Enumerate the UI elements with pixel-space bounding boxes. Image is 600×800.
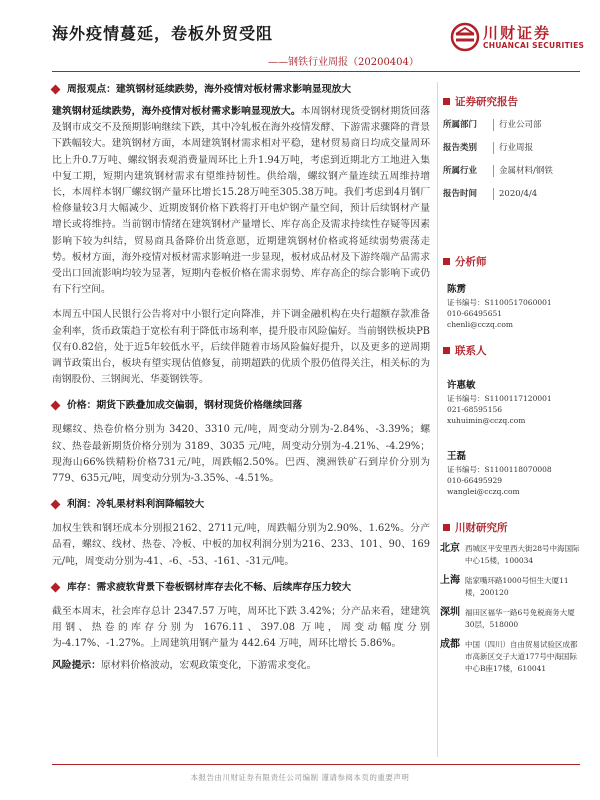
sidebar-report-title: 证券研究报告	[437, 94, 580, 109]
diamond-bullet-icon	[51, 85, 61, 95]
risk-warning: 风险提示：原材料价格波动，宏观政策变化，下游需求变化。	[52, 660, 317, 672]
sidebar	[437, 80, 580, 675]
office-list	[437, 543, 580, 675]
footer-divider	[52, 764, 580, 765]
square-bullet-icon	[443, 524, 450, 531]
diamond-bullet-icon	[51, 401, 61, 411]
office-shanghai: 上海 陆家嘴环路1000号恒生大厦11楼，200120	[440, 575, 569, 597]
contact-email[interactable]: wanglei@cczq.com	[447, 487, 520, 496]
info-row-department: 所属部门 行业公司部	[437, 119, 580, 131]
view-paragraph-2: 本周五中国人民银行公告将对中小银行定向降准，并下调金融机构在央行超额存款准备金利率，货币政策趋于宽松有利于降低市场利率，提升股市风险偏好。当前钢铁板块PB仅有0.82倍，处于近5年较低水平，后续伴随着市场风险偏好提升，以及更多的逆周期调节政策出台，板块有望实现估值修复，前期超跌的优质个股仍值得关注，相关标的为南钢股份、三钢闽光、华菱钢铁等。	[52, 309, 430, 386]
section-heading-price: 价格：期货下跌叠加成交偏弱，钢材现货价格继续回落	[52, 398, 430, 414]
inventory-paragraph: 截至本周末，社会库存总计 2347.57 万吨，周环比下跌 3.42%；分产品来看，建建筑用钢、热卷的库存分别为 1676.11、397.08 万吨，周变动幅度分别为-4.17%、-1.27%。上周建筑用钢产量为 442.64 万吨，周环比增长 5.86%。	[52, 605, 430, 650]
page-title: 海外疫情蔓延，卷板外贸受阻	[52, 24, 274, 43]
sidebar-analyst-title: 分析师	[437, 254, 580, 269]
report-info	[437, 119, 580, 200]
sidebar-contact-title: 联系人	[437, 343, 580, 358]
square-bullet-icon	[443, 347, 450, 354]
office-shenzhen: 深圳 福田区福华一路6号免税商务大厦30层，518000	[440, 607, 575, 629]
report-subtitle: ——钢铁行业周报（20200404）	[268, 57, 419, 68]
main-content	[52, 80, 430, 675]
analyst-block: 陈雳 证书编号：S1100517060001 010-66495651 chenli@cczq.com	[437, 281, 580, 330]
view-paragraph-1: 建筑钢材延续跌势，海外疫情对板材需求影响显现放大。本周钢材现货受钢材期货回落及钢市成交不及预期影响继续下跌，其中冷轧板在海外疫情发酵、下游需求骤降的背景下跌幅较大。建筑钢材方面，本周建筑钢材需求相对平稳，建材贸易商日均成交量周环比上升0.7万吨、螺纹钢表观消费量周环比上升1.94万吨，考虑到近期北方工地进入集中复工期，短期内建筑钢材需求有望维持韧性。供给端，螺纹钢产量连续五周维持增长，本周样本钢厂螺纹钢产量环比增长15.28万吨至305.38万吨。我们考虑到4月钢厂检修量较3月大幅减少、近期废钢价格下跌将打开电炉钢产量空间，预计后续钢材产量增长或将维持。当前钢市情绪在建筑钢材产量增长、库存高企及需求持续性存疑等因素影响下较为纠结，贸易商具备降价出货意愿，近期建筑钢材价格或将延续弱势震荡走势。板材方面，海外疫情对板材需求影响进一步显现，板材成品材及下游终端产品需求受出口回流影响均较为显著，短期内卷板价格在需求弱势、库存高企的综合影响下或仍有下行空间。	[52, 106, 431, 296]
profit-paragraph: 加权生铁和钢坯成本分别报2162、2711元/吨，周跌幅分别为2.90%、1.62%。分产品看，螺纹、线材、热卷、冷板、中板的加权利润分别为216、233、101、90、169元/吨，周变动分别为-41、-6、-53、-161、-31元/吨。	[52, 523, 430, 567]
section-heading-inventory: 库存：需求疲软背景下卷板钢材库存去化不畅、后续库存压力较大	[52, 580, 430, 596]
square-bullet-icon	[443, 258, 450, 265]
diamond-bullet-icon	[51, 500, 61, 510]
info-row-date: 报告时间 2020/4/4	[437, 188, 580, 200]
analyst-email[interactable]: chenli@cczq.com	[447, 320, 513, 329]
office-chengdu: 成都 中国（四川）自由贸易试验区成都市高新区交子大道177号中海国际中心B座17楼，610041	[440, 639, 578, 673]
contact-block-1: 许惠敏 证书编号：S1100117120001 021-68595156 xuhuimin@cczq.com	[437, 377, 580, 426]
logo-subtext: CHUANCAI SECURITIES	[483, 41, 585, 50]
info-row-category: 报告类别 行业周报	[437, 142, 580, 154]
square-bullet-icon	[443, 98, 450, 105]
price-paragraph: 现螺纹、热卷价格分别为 3420、3310 元/吨，周变动分别为-2.84%、-3.39%；螺纹、热卷最新期货价格分别为 3189、3035 元/吨，周变动分别为-4.21%、-4.29%；现海山66%铁精粉价格731元/吨，周跌幅2.50%。巴西、澳洲铁矿石到岸价分别为779、635元/吨，周变动分别为-3.35%、-4.51%。	[52, 424, 430, 485]
diamond-bullet-icon	[51, 582, 61, 592]
sidebar-office-title: 川财研究所	[437, 520, 580, 535]
section-heading-profit: 利润：冷轧果材料利润降幅较大	[52, 497, 430, 513]
section-heading-view: 周报观点：建筑钢材延续跌势，海外疫情对板材需求影响显现放大	[52, 82, 430, 98]
office-beijing: 北京 西城区平安里西大街28号中海国际中心15楼，100034	[440, 543, 580, 565]
header-divider	[52, 71, 580, 72]
info-row-industry: 所属行业 金属材料/钢铁	[437, 165, 580, 177]
contact-email[interactable]: xuhuimin@cczq.com	[447, 416, 526, 425]
footer-disclaimer: 本报告由川财证券有限责任公司编制 谨请参阅本页的重要声明	[190, 773, 410, 782]
logo-text: 川财证券	[483, 24, 552, 42]
contact-block-2: 王磊 证书编号：S1100118070008 010-66495929 wanglei@cczq.com	[437, 448, 580, 497]
